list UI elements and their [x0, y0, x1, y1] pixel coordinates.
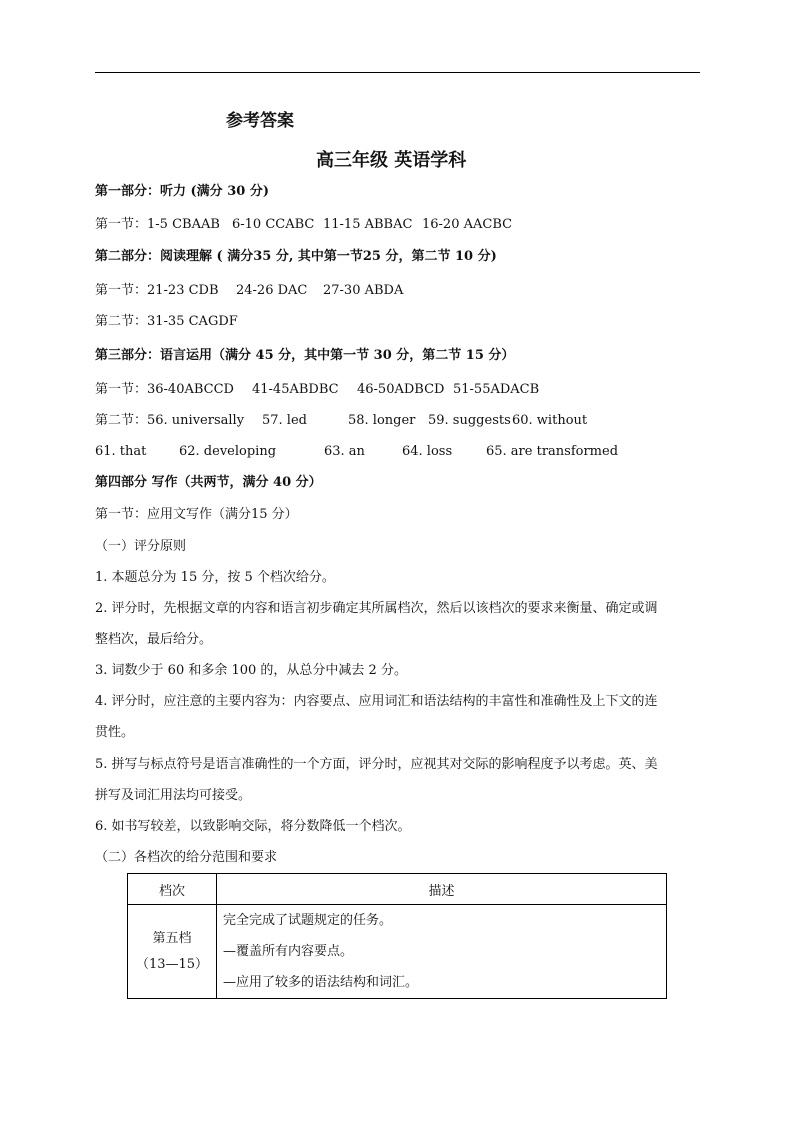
rule-line: 5. 拼写与标点符号是语言准确性的一个方面，评分时，应视其对交际的影响程度予以考虑。英、美: [95, 757, 658, 772]
rule-line: 拼写及词汇用法均可接受。: [95, 788, 252, 803]
rule-line: 3. 词数少于 60 和多余 100 的，从总分中减去 2 分。: [95, 663, 407, 678]
part3-sec1: [95, 382, 539, 398]
answer-item: 61. that: [95, 444, 147, 459]
answer-group: 第一节：21-23 CDB: [95, 283, 219, 298]
answer-item: 65. are transformed: [486, 444, 619, 459]
table-row: [128, 905, 667, 999]
answer-item: 63. an: [324, 444, 365, 459]
description-line: 完全完成了试题规定的任务。: [223, 913, 393, 928]
rule-line: 贯性。: [95, 725, 135, 740]
part2-sec2: 第二节：31-35 CAGDF: [95, 314, 238, 329]
doc-title: 参考答案: [226, 111, 294, 131]
answer-item: 62. developing: [179, 444, 277, 459]
answer-item: 57. led: [262, 413, 307, 428]
rule-line: 6. 如书写较差，以致影响交际，将分数降低一个档次。: [95, 819, 411, 834]
rule-line: 1. 本题总分为 15 分，按 5 个档次给分。: [95, 570, 335, 585]
answer-item: 58. longer: [348, 413, 416, 428]
part2-heading: 第二部分：阅读理解 ( 满分35 分, 其中第一节25 分，第二节 10 分): [95, 249, 497, 264]
answer-item: 第二节：56. universally: [95, 413, 245, 428]
part4-heading: 第四部分 写作（共两节，满分 40 分）: [95, 475, 322, 490]
answer-item: 64. loss: [402, 444, 453, 459]
answer-group: 41-45ABDBC: [252, 382, 339, 397]
part2-sec1: [95, 283, 403, 299]
level-range: （13—15）: [135, 956, 209, 972]
answer-group: 第一节：1-5 CBAAB: [95, 217, 220, 232]
answer-group: 第一节：36-40ABCCD: [95, 382, 234, 397]
part3-sec2-row1: [95, 413, 587, 429]
part3-heading: 第三部分：语言运用（满分 45 分，其中第一节 30 分，第二节 15 分）: [95, 348, 515, 363]
header-rule: [95, 72, 700, 73]
rule-line: 整档次，最后给分。: [95, 632, 213, 647]
rule-line: 2. 评分时，先根据文章的内容和语言初步确定其所属档次，然后以该档次的要求来衡量、确定或调: [95, 601, 658, 616]
answer-group: 6-10 CCABC: [232, 217, 315, 232]
level-cell: [128, 905, 217, 999]
answer-group: 51-55ADACB: [453, 382, 540, 397]
doc-subtitle: 高三年级 英语学科: [316, 150, 467, 171]
principles-title: （一）评分原则: [95, 539, 187, 554]
part4-sec1: 第一节：应用文写作（满分15 分）: [95, 507, 298, 522]
answer-group: 27-30 ABDA: [323, 283, 404, 298]
part3-sec2-row2: [95, 444, 618, 460]
answer-group: 16-20 AACBC: [422, 217, 513, 232]
answer-group: 46-50ADBCD: [357, 382, 445, 397]
column-header-level: 档次: [128, 874, 217, 905]
description-cell: [217, 905, 667, 999]
description-line: —覆盖所有内容要点。: [223, 944, 354, 959]
column-header-description: 描述: [217, 874, 667, 905]
description-line: —应用了较多的语法结构和词汇。: [223, 975, 419, 990]
answer-group: 24-26 DAC: [236, 283, 308, 298]
table-header-row: [128, 874, 667, 905]
grading-table: [127, 873, 667, 999]
part1-sec1: [95, 217, 512, 233]
rule-line: 4. 评分时，应注意的主要内容为：内容要点、应用词汇和语法结构的丰富性和准确性及上下文的连: [95, 694, 658, 709]
level-name: 第五档: [152, 930, 192, 946]
part1-heading: 第一部分：听力 (满分 30 分): [95, 184, 269, 199]
answer-group: 11-15 ABBAC: [323, 217, 413, 232]
answer-item: 59. suggests: [428, 413, 511, 428]
range-title: （二）各档次的给分范围和要求: [95, 850, 278, 865]
answer-item: 60. without: [512, 413, 588, 428]
